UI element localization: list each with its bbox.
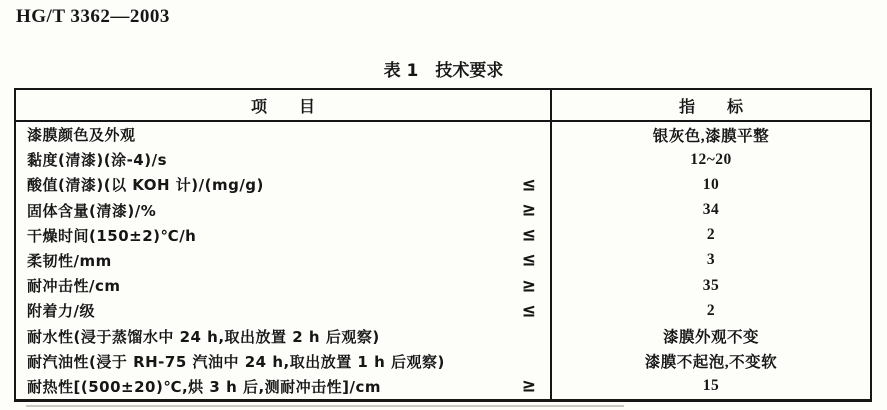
table-row-value: 银灰色,漆膜平整 xyxy=(550,122,870,147)
table-row-value: 漆膜外观不变 xyxy=(550,323,870,348)
table-row-item xyxy=(16,298,550,323)
table-row-item xyxy=(16,122,550,147)
row-item-label: 黏度(清漆)(涂-4)/s xyxy=(27,151,167,170)
spec-table xyxy=(14,88,872,402)
table-row-value: 2 xyxy=(550,298,870,323)
row-comparison-symbol: ≥ xyxy=(521,375,536,398)
table-row-item xyxy=(16,323,550,348)
row-comparison-symbol: ≥ xyxy=(521,274,536,297)
row-item-label: 耐汽油性(浸于 RH-75 汽油中 24 h,取出放置 1 h 后观察) xyxy=(27,352,445,371)
row-comparison-symbol: ≤ xyxy=(521,249,536,272)
table-row-value: 3 xyxy=(550,248,870,273)
table-row-item xyxy=(16,248,550,273)
row-comparison-symbol: ≤ xyxy=(521,299,536,322)
row-item-label: 漆膜颜色及外观 xyxy=(27,126,136,145)
table-row-value: 35 xyxy=(550,273,870,298)
table-row-value: 漆膜不起泡,不变软 xyxy=(550,349,870,374)
table-row-value: 12~20 xyxy=(550,147,870,172)
row-item-label: 酸值(清漆)(以 KOH 计)/(mg/g) xyxy=(27,176,264,195)
table-row-item xyxy=(16,172,550,197)
table-row-value: 15 xyxy=(550,374,870,399)
row-comparison-symbol: ≥ xyxy=(521,199,536,222)
table-row-item xyxy=(16,147,550,172)
table-row-item xyxy=(16,198,550,223)
row-comparison-symbol: ≤ xyxy=(521,173,536,196)
row-comparison-symbol: ≤ xyxy=(521,224,536,247)
table-row-item xyxy=(16,374,550,399)
table-row-value: 2 xyxy=(550,223,870,248)
table-row-item xyxy=(16,223,550,248)
table-header-value: 指 标 xyxy=(550,90,870,122)
table-caption: 表 1 技术要求 xyxy=(383,61,504,81)
row-item-label: 柔韧性/mm xyxy=(27,251,112,270)
table-row-value: 10 xyxy=(550,172,870,197)
table-header-item: 项 目 xyxy=(16,90,550,122)
standard-number: HG/T 3362—2003 xyxy=(16,6,170,27)
row-item-label: 干燥时间(150±2)℃/h xyxy=(27,226,197,245)
table-row-value: 34 xyxy=(550,198,870,223)
row-item-label: 耐热性[(500±20)℃,烘 3 h 后,测耐冲击性]/cm xyxy=(27,377,382,396)
row-item-label: 附着力/级 xyxy=(27,302,95,321)
table-row-item xyxy=(16,273,550,298)
row-item-label: 固体含量(清漆)/% xyxy=(27,201,157,220)
row-item-label: 耐冲击性/cm xyxy=(27,277,121,296)
table-row-item xyxy=(16,349,550,374)
row-item-label: 耐水性(浸于蒸馏水中 24 h,取出放置 2 h 后观察) xyxy=(27,327,380,346)
